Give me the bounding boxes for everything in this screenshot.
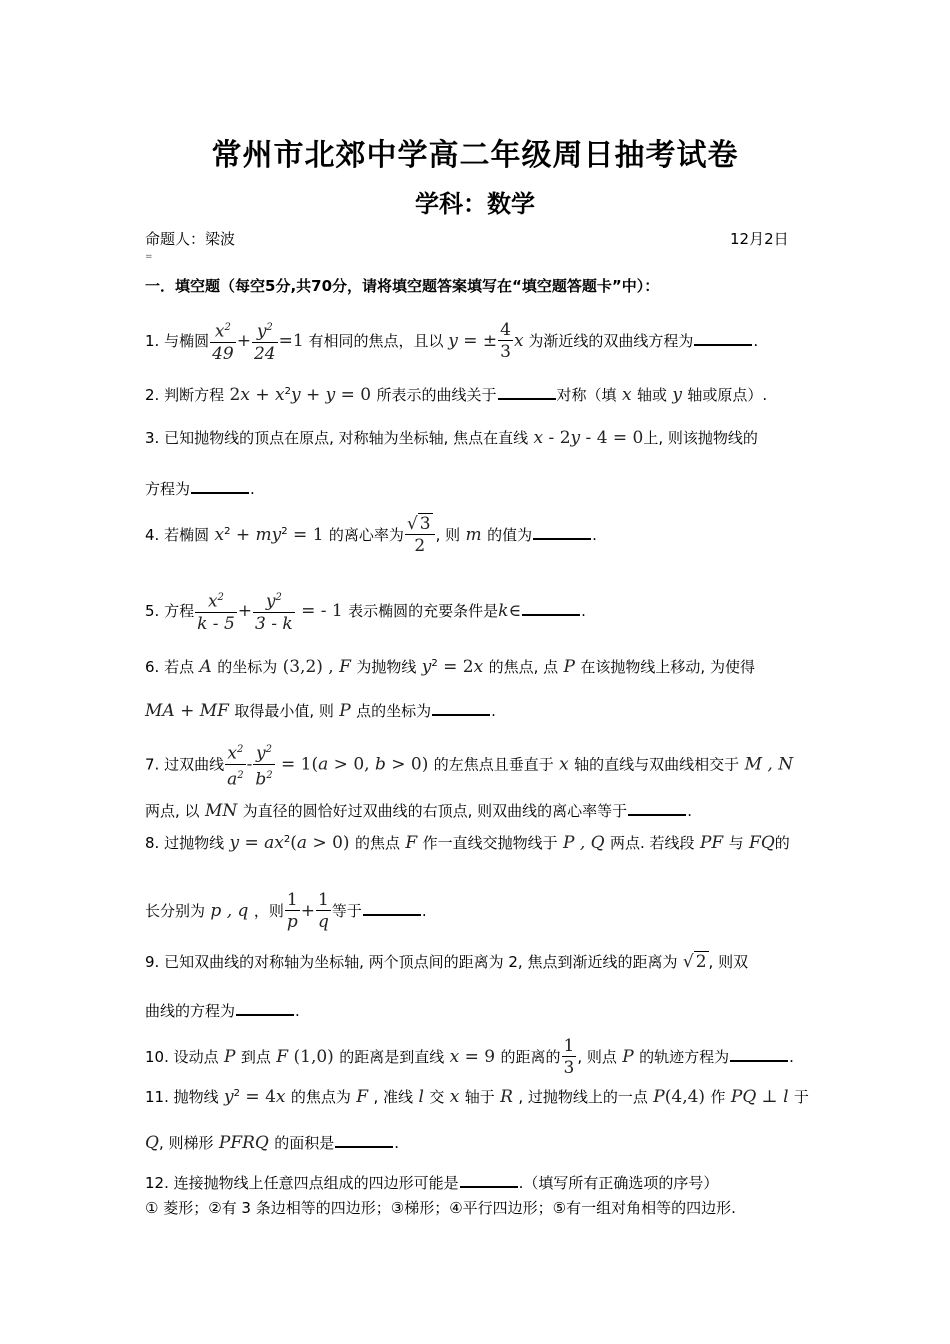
question-9-line-1: 9. 已知双曲线的对称轴为坐标轴, 两个顶点间的距离为 2, 焦点到渐近线的距离为 √ 2 , 则双 — [145, 952, 749, 972]
answer-blank — [363, 900, 421, 916]
author-label: 命题人：梁波 — [145, 230, 236, 248]
question-12-options: ① 菱形；②有 3 条边相等的四边形；③梯形；④平行四边形；⑤有一组对角相等的四边形. — [145, 1199, 736, 1217]
question-7-line-1: 7. 过双曲线 $\frac{x^2}{a^2}$ - $\frac{y^2}{b^2}$ = 1(a > 0, b > 0) 的左焦点且垂直于 x 轴的直线与双曲线相交于 M , N — [145, 740, 793, 790]
question-8-line-2: 长分别为 p , q ，则 $\frac{1}{p}$ + $\frac{1}{q}$ 等于 . — [145, 890, 427, 932]
page-title: 常州市北郊中学高二年级周日抽考试卷 — [211, 138, 739, 173]
answer-blank — [694, 330, 752, 346]
answer-blank — [498, 384, 556, 400]
question-8-line-1: 8. 过抛物线 $y = ax^2(a > 0)$ 的焦点 F 作一直线交抛物线于 P , Q 两点. 若线段 PF 与 FQ的 — [145, 833, 790, 853]
question-3-line-1: 3. 已知抛物线的顶点在原点, 对称轴为坐标轴, 焦点在直线 x - 2y - 4 = 0上, 则该抛物线的 — [145, 428, 758, 448]
question-11-line-2: Q, 则梯形 PFRQ 的面积是 . — [145, 1133, 400, 1153]
answer-blank — [335, 1132, 393, 1148]
answer-blank — [236, 1000, 294, 1016]
question-5: 5. 方程 $\frac{x^2}{k - 5}$ + $\frac{y^2}{3 - k}$ = - 1 表示椭圆的充要条件是k∈ . — [145, 588, 586, 635]
question-6-line-2: MA + MF 取得最小值, 则 P 点的坐标为 . — [145, 701, 496, 721]
question-1: 1. 与椭圆 $\frac{x^2}{49}$ + $\frac{y^2}{24}$ =1 有相同的焦点，且以 y = ± $\frac{4}{3}$ x 为渐近线的双曲线方程为 . — [145, 319, 759, 364]
question-3-line-2: 方程为 . — [145, 480, 255, 498]
question-6-line-1: 6. 若点 A 的坐标为 (3,2) , F 为抛物线 $y^2 = 2x$ 的焦点, 点 P 在该抛物线上移动, 为使得 — [145, 657, 755, 677]
small-mark: = — [145, 252, 153, 262]
question-9-line-2: 曲线的方程为 . — [145, 1002, 300, 1020]
answer-blank — [522, 600, 580, 616]
question-4: 4. 若椭圆 $x^2 + my^2 = 1$ 的离心率为 $\frac{√ 3}{2}$ , 则 m 的值为 . — [145, 514, 597, 556]
answer-blank — [533, 524, 591, 540]
question-11-line-1: 11. 抛物线 $y^2 = 4x$ 的焦点为 F , 准线 l 交 x 轴于 R , 过抛物线上的一点 P(4,4) 作 PQ ⊥ l 于 — [145, 1087, 809, 1107]
answer-blank — [460, 1172, 518, 1188]
question-7-line-2: 两点, 以 MN 为直径的圆恰好过双曲线的右顶点, 则双曲线的离心率等于 . — [145, 801, 692, 821]
answer-blank — [432, 700, 490, 716]
answer-blank — [730, 1046, 788, 1062]
section-heading: 一．填空题（每空5分,共70分，请将填空题答案填写在“填空题答题卡”中）： — [145, 277, 660, 295]
date-label: 12月2日 — [730, 230, 789, 248]
answer-blank — [628, 800, 686, 816]
answer-blank — [191, 478, 249, 494]
question-2: 2. 判断方程 $2x + x^2y + y = 0$ 所表示的曲线关于 对称（填 x 轴或 y 轴或原点）. — [145, 385, 768, 405]
question-12: 12. 连接抛物线上任意四点组成的四边形可能是 .（填写所有正确选项的序号） — [145, 1174, 719, 1192]
question-10: 10. 设动点 P 到点 F (1,0) 的距离是到直线 x = 9 的距离的 $\frac{1}{3}$ , 则点 P 的轨迹方程为 . — [145, 1036, 794, 1078]
subject-subtitle: 学科：数学 — [415, 190, 535, 218]
